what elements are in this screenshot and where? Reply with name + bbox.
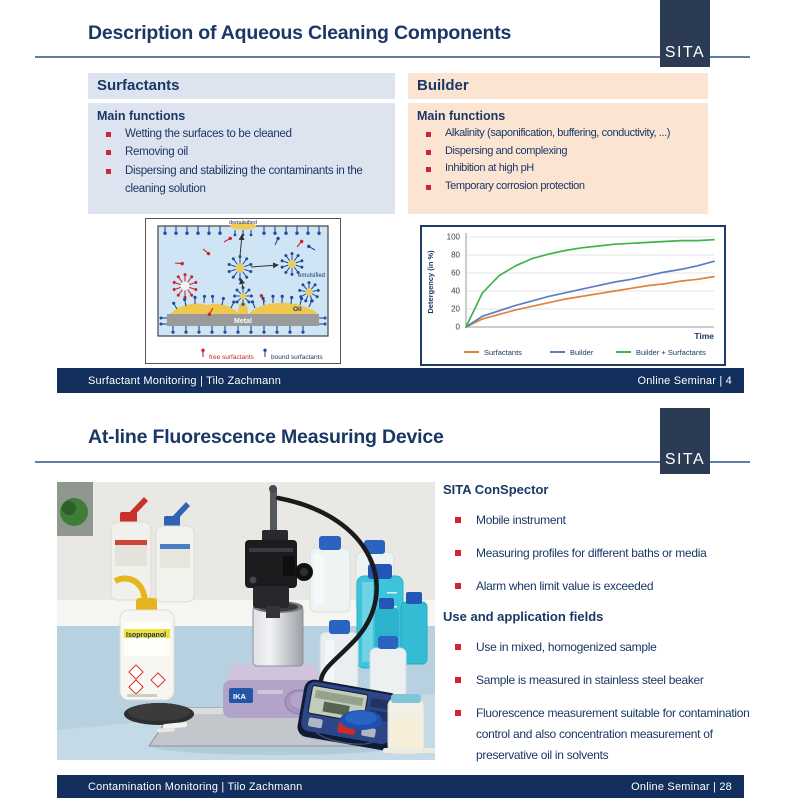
conspector-heading: SITA ConSpector	[443, 482, 549, 497]
bullet-item: Fluorescence measurement suitable for contamination control and also concentration measurement of preservative oil in solvents	[443, 703, 755, 766]
demulsified-label: demulsified	[229, 220, 257, 226]
svg-text:100: 100	[446, 232, 460, 242]
isopropanol-label: Isopropanol	[126, 632, 167, 639]
svg-text:40: 40	[451, 286, 460, 296]
svg-text:Detergency (in %): Detergency (in %)	[426, 250, 435, 314]
sita-logo	[660, 0, 710, 67]
detergency-chart	[420, 225, 726, 366]
builder-bullets	[417, 125, 700, 195]
footer-left-text: Surfactant Monitoring | Tilo Zachmann	[88, 374, 282, 387]
lab-photo-svg	[57, 482, 435, 760]
detergency-chart-svg	[422, 227, 724, 364]
bullet-item: Temporary corrosion protection	[417, 178, 700, 196]
builder-box	[408, 103, 708, 214]
svg-text:20: 20	[451, 304, 460, 314]
title-divider	[35, 56, 750, 58]
emulsified-label: emulsified	[297, 273, 325, 279]
sita-logo-text: SITA	[664, 451, 706, 468]
footer-right-text: Online Seminar | 4	[637, 374, 732, 387]
slide-fluorescence-device	[0, 400, 800, 800]
photo-lab-setup	[57, 482, 435, 760]
slide2-title: At-line Fluorescence Measuring Device	[88, 426, 444, 448]
stirrer-brand-label: IKA	[233, 692, 246, 701]
builder-header: Builder	[408, 73, 708, 99]
bullet-item: Inhibition at high pH	[417, 160, 700, 178]
builder-subheader: Main functions	[417, 109, 506, 123]
svg-text:Builder + Surfactants: Builder + Surfactants	[636, 348, 706, 357]
surfactants-box	[88, 103, 395, 214]
svg-text:Builder: Builder	[570, 348, 594, 357]
svg-text:80: 80	[451, 250, 460, 260]
surfactants-bullets	[97, 125, 387, 199]
sita-logo-text: SITA	[664, 44, 706, 61]
footer-right-text: Online Seminar | 28	[631, 780, 732, 793]
slide1-title: Description of Aqueous Cleaning Components	[88, 22, 512, 44]
conspector-bullets	[443, 510, 755, 597]
bullet-item: Dispersing and stabilizing the contaminants in the cleaning solution	[97, 162, 387, 199]
svg-text:60: 60	[451, 268, 460, 278]
svg-text:Time: Time	[694, 331, 714, 341]
bullet-item: Alarm when limit value is exceeded	[443, 576, 755, 597]
bullet-item: Measuring profiles for different baths or media	[443, 543, 755, 564]
surfactants-subheader: Main functions	[97, 109, 186, 123]
surfactant-diagram-svg	[145, 218, 341, 364]
bullet-item: Alkalinity (saponification, buffering, conductivity, ...)	[417, 125, 700, 143]
slide2-footer-bar	[57, 775, 744, 798]
free-surfactants-legend: free surfactants	[209, 354, 254, 361]
surfactant-diagram	[145, 218, 341, 364]
title-divider	[35, 461, 750, 463]
application-bullets	[443, 637, 755, 766]
bullet-item: Removing oil	[97, 143, 387, 161]
sita-logo	[660, 408, 710, 474]
metal-label: Metal	[234, 318, 252, 325]
slide1-footer-bar	[57, 368, 744, 393]
svg-text:0: 0	[455, 322, 460, 332]
svg-text:Surfactants: Surfactants	[484, 348, 522, 357]
bullet-item: Dispersing and complexing	[417, 143, 700, 161]
bullet-item: Use in mixed, homogenized sample	[443, 637, 755, 658]
device-description-column	[443, 482, 755, 778]
application-heading: Use and application fields	[443, 609, 604, 624]
oil-label: Oil	[293, 306, 302, 313]
bullet-item: Wetting the surfaces to be cleaned	[97, 125, 387, 143]
bullet-item: Sample is measured in stainless steel beaker	[443, 670, 755, 691]
surfactants-header: Surfactants	[88, 73, 395, 99]
milk-bottle	[388, 694, 424, 754]
bullet-item: Mobile instrument	[443, 510, 755, 531]
bound-surfactants-legend: bound surfactants	[271, 354, 323, 361]
footer-left-text: Contamination Monitoring | Tilo Zachmann	[88, 780, 303, 793]
